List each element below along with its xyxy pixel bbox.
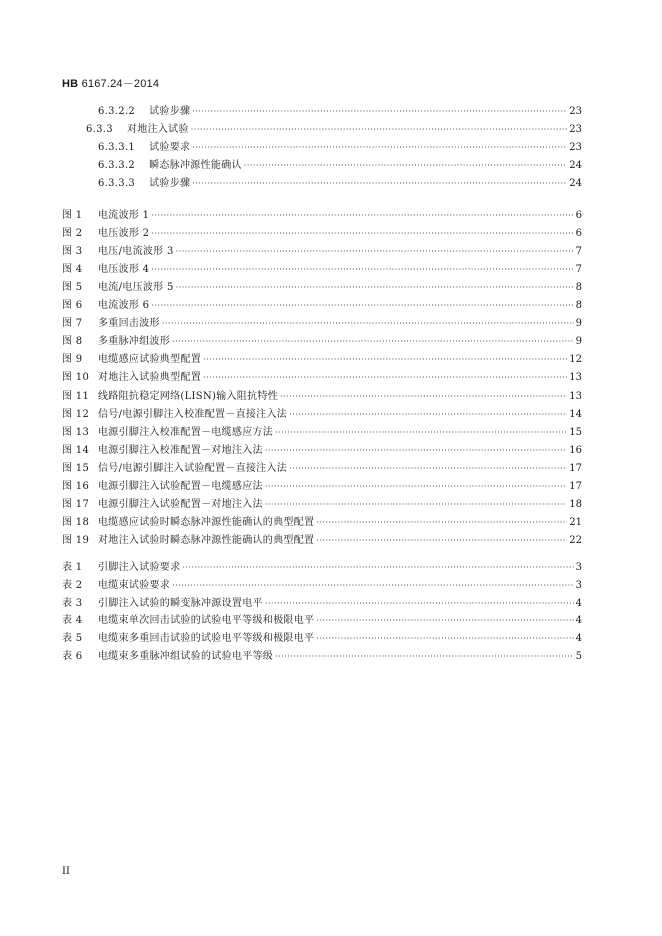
toc-leader-dots	[265, 497, 567, 513]
figure-entry[interactable]	[62, 262, 582, 278]
entry-title: 信号/电源引脚注入试验配置－直接注入法	[98, 462, 288, 474]
standard-code: 6167.24－2014	[81, 78, 160, 90]
entry-title: 对地注入试验典型配置	[98, 372, 201, 384]
entry-number: 图 1	[62, 210, 83, 221]
toc-entry-title: 瞬态脉冲源性能确认	[149, 160, 242, 171]
toc-entry-number: 6.3.3	[86, 124, 113, 135]
entry-number: 图 16	[62, 480, 90, 492]
figure-entry[interactable]	[62, 226, 582, 242]
table-entry[interactable]	[62, 631, 582, 647]
entry-number: 图 3	[62, 246, 83, 258]
entry-title: 电缆束多重回击试验的试验电平等级和极限电平	[98, 633, 315, 645]
toc-leader-dots	[244, 158, 567, 174]
entry-title: 多重脉冲组波形	[98, 336, 171, 348]
entry-title: 多重回击波形	[98, 318, 160, 330]
figure-entry[interactable]	[62, 425, 582, 441]
entry-page: 6	[575, 228, 582, 240]
entry-page: 12	[569, 354, 582, 366]
toc-entry-title: 试验要求	[149, 142, 191, 153]
entry-page: 14	[569, 408, 582, 420]
toc-leader-dots	[151, 262, 573, 278]
entry-title: 信号/电源引脚注入校准配置－直接注入法	[98, 408, 288, 420]
toc-entry[interactable]	[98, 176, 582, 192]
toc-leader-dots	[289, 461, 567, 477]
toc-entry[interactable]	[98, 158, 582, 174]
entry-page: 18	[569, 498, 582, 510]
toc-leader-dots	[265, 596, 574, 612]
toc-entry[interactable]	[86, 122, 582, 138]
entry-number: 表 4	[62, 615, 83, 627]
entry-number: 图 12	[62, 408, 90, 420]
table-entry[interactable]	[62, 649, 582, 665]
entry-page: 7	[575, 264, 582, 276]
entry-page: 4	[575, 615, 582, 627]
toc-entry-page: 24	[569, 160, 582, 171]
toc-leader-dots	[172, 578, 574, 594]
table-entry[interactable]	[62, 596, 582, 612]
toc-leader-dots	[275, 649, 574, 665]
entry-title: 电源引脚注入校准配置－对地注入法	[98, 444, 263, 456]
toc-leader-dots	[280, 389, 567, 405]
toc-entry-number: 6.3.3.2	[98, 160, 136, 171]
entry-page: 3	[575, 562, 582, 573]
toc-leader-dots	[275, 425, 567, 441]
toc-entry[interactable]	[98, 140, 582, 156]
figure-entry[interactable]	[62, 443, 582, 459]
table-entry[interactable]	[62, 578, 582, 594]
toc-leader-dots	[151, 298, 573, 314]
entry-title: 电流波形 1	[98, 210, 150, 221]
table-entry[interactable]	[62, 560, 582, 576]
entry-title: 电源引脚注入校准配置－电缆感应方法	[98, 426, 274, 438]
entry-number: 表 6	[62, 651, 83, 662]
entry-number: 表 5	[62, 633, 83, 645]
toc-leader-dots	[176, 244, 574, 260]
entry-title: 电缆束单次回击试验的试验电平等级和极限电平	[98, 615, 315, 627]
entry-page: 13	[569, 372, 582, 384]
figure-entry[interactable]	[62, 389, 582, 405]
entry-title: 对地注入试验时瞬态脉冲源性能确认的典型配置	[98, 534, 315, 546]
toc-entry-title: 试验步骤	[149, 178, 191, 189]
entry-number: 表 2	[62, 579, 83, 591]
entry-page: 17	[569, 462, 582, 474]
toc-entry-number: 6.3.3.3	[98, 178, 136, 189]
entry-page: 22	[569, 534, 582, 546]
figure-entry[interactable]	[62, 352, 582, 368]
entry-number: 表 3	[62, 597, 83, 609]
entry-page: 8	[575, 282, 582, 294]
entry-title: 电流/电压波形 5	[98, 282, 174, 294]
entry-page: 21	[569, 516, 582, 528]
standard-header	[62, 75, 159, 91]
toc-entry-page: 24	[569, 178, 582, 189]
figure-entry[interactable]	[62, 298, 582, 314]
entry-number: 图 7	[62, 318, 83, 330]
toc-entry-number: 6.3.2.2	[98, 106, 136, 117]
entry-title: 电缆感应试验时瞬态脉冲源性能确认的典型配置	[98, 516, 315, 528]
toc-entry-title: 对地注入试验	[126, 124, 189, 135]
entry-page: 17	[569, 480, 582, 492]
figure-entry[interactable]	[62, 479, 582, 495]
entry-page: 9	[575, 336, 582, 348]
toc-leader-dots	[176, 280, 574, 296]
toc-leader-dots	[203, 370, 567, 386]
entry-title: 引脚注入试验要求	[98, 562, 181, 573]
entry-page: 9	[575, 318, 582, 330]
toc-leader-dots	[265, 443, 567, 459]
toc-leader-dots	[162, 316, 574, 332]
entry-title: 线路阻抗稳定网络(LISN)输入阻抗特性	[98, 390, 278, 402]
entry-title: 电压/电流波形 3	[98, 246, 174, 258]
entry-page: 8	[575, 300, 582, 312]
entry-number: 图 4	[62, 264, 83, 276]
toc-leader-dots	[265, 479, 567, 495]
toc-leader-dots	[151, 226, 573, 242]
entry-number: 图 18	[62, 516, 90, 528]
figure-entry[interactable]	[62, 370, 582, 386]
entry-number: 图 15	[62, 462, 90, 474]
figure-entry[interactable]	[62, 407, 582, 423]
page-number: II	[62, 866, 70, 877]
entry-number: 图 14	[62, 444, 90, 456]
figure-entry[interactable]	[62, 461, 582, 477]
figure-entry[interactable]	[62, 533, 582, 549]
entry-page: 7	[575, 246, 582, 258]
entry-page: 4	[575, 597, 582, 609]
figure-entry[interactable]	[62, 244, 582, 260]
entry-page: 6	[575, 210, 582, 221]
entry-title: 电流波形 6	[98, 300, 150, 312]
toc-leader-dots	[192, 104, 567, 120]
entry-page: 13	[569, 390, 582, 402]
toc-leader-dots	[203, 352, 567, 368]
entry-number: 图 11	[62, 390, 90, 402]
entry-number: 图 6	[62, 300, 83, 312]
toc-leader-dots	[151, 208, 573, 224]
entry-title: 引脚注入试验的瞬变脉冲源设置电平	[98, 597, 263, 609]
toc-leader-dots	[316, 613, 573, 629]
toc-entry-page: 23	[569, 142, 582, 153]
figure-entry[interactable]	[62, 515, 582, 531]
entry-number: 图 17	[62, 498, 90, 510]
toc-leader-dots	[191, 122, 568, 138]
entry-page: 3	[575, 579, 582, 591]
toc-entry-page: 23	[569, 106, 582, 117]
toc-leader-dots	[316, 533, 567, 549]
toc-leader-dots	[172, 334, 574, 350]
entry-page: 16	[569, 444, 582, 456]
entry-title: 电缆感应试验典型配置	[98, 354, 201, 366]
toc-entry[interactable]	[98, 104, 582, 120]
toc-leader-dots	[316, 515, 567, 531]
entry-title: 电源引脚注入试验配置－对地注入法	[98, 498, 263, 510]
toc-leader-dots	[192, 176, 567, 192]
toc-leader-dots	[289, 407, 567, 423]
entry-title: 电源引脚注入试验配置－电缆感应法	[98, 480, 263, 492]
entry-number: 图 2	[62, 228, 83, 240]
figure-entry[interactable]	[62, 334, 582, 350]
entry-number: 表 1	[62, 562, 83, 573]
entry-title: 电压波形 2	[98, 228, 150, 240]
toc-entry-number: 6.3.3.1	[98, 142, 136, 153]
entry-page: 4	[575, 633, 582, 645]
entry-number: 图 13	[62, 426, 90, 438]
figure-entry[interactable]	[62, 316, 582, 332]
standard-prefix: HB	[62, 78, 79, 90]
figure-entry[interactable]	[62, 280, 582, 296]
entry-page: 15	[569, 426, 582, 438]
toc-entry-title: 试验步骤	[149, 106, 191, 117]
entry-title: 电压波形 4	[98, 264, 150, 276]
entry-number: 图 8	[62, 336, 83, 348]
toc-leader-dots	[192, 140, 567, 156]
entry-page: 5	[575, 651, 582, 662]
entry-title: 电缆束试验要求	[98, 579, 171, 591]
entry-number: 图 10	[62, 372, 90, 384]
toc-leader-dots	[316, 631, 573, 647]
entry-title: 电缆束多重脉冲组试验的试验电平等级	[98, 651, 274, 662]
figure-entry[interactable]	[62, 497, 582, 513]
entry-number: 图 9	[62, 354, 83, 366]
toc-entry-page: 23	[569, 124, 582, 135]
entry-number: 图 19	[62, 534, 90, 546]
toc-leader-dots	[182, 560, 573, 576]
table-entry[interactable]	[62, 613, 582, 629]
figure-entry[interactable]	[62, 208, 582, 224]
entry-number: 图 5	[62, 282, 83, 294]
